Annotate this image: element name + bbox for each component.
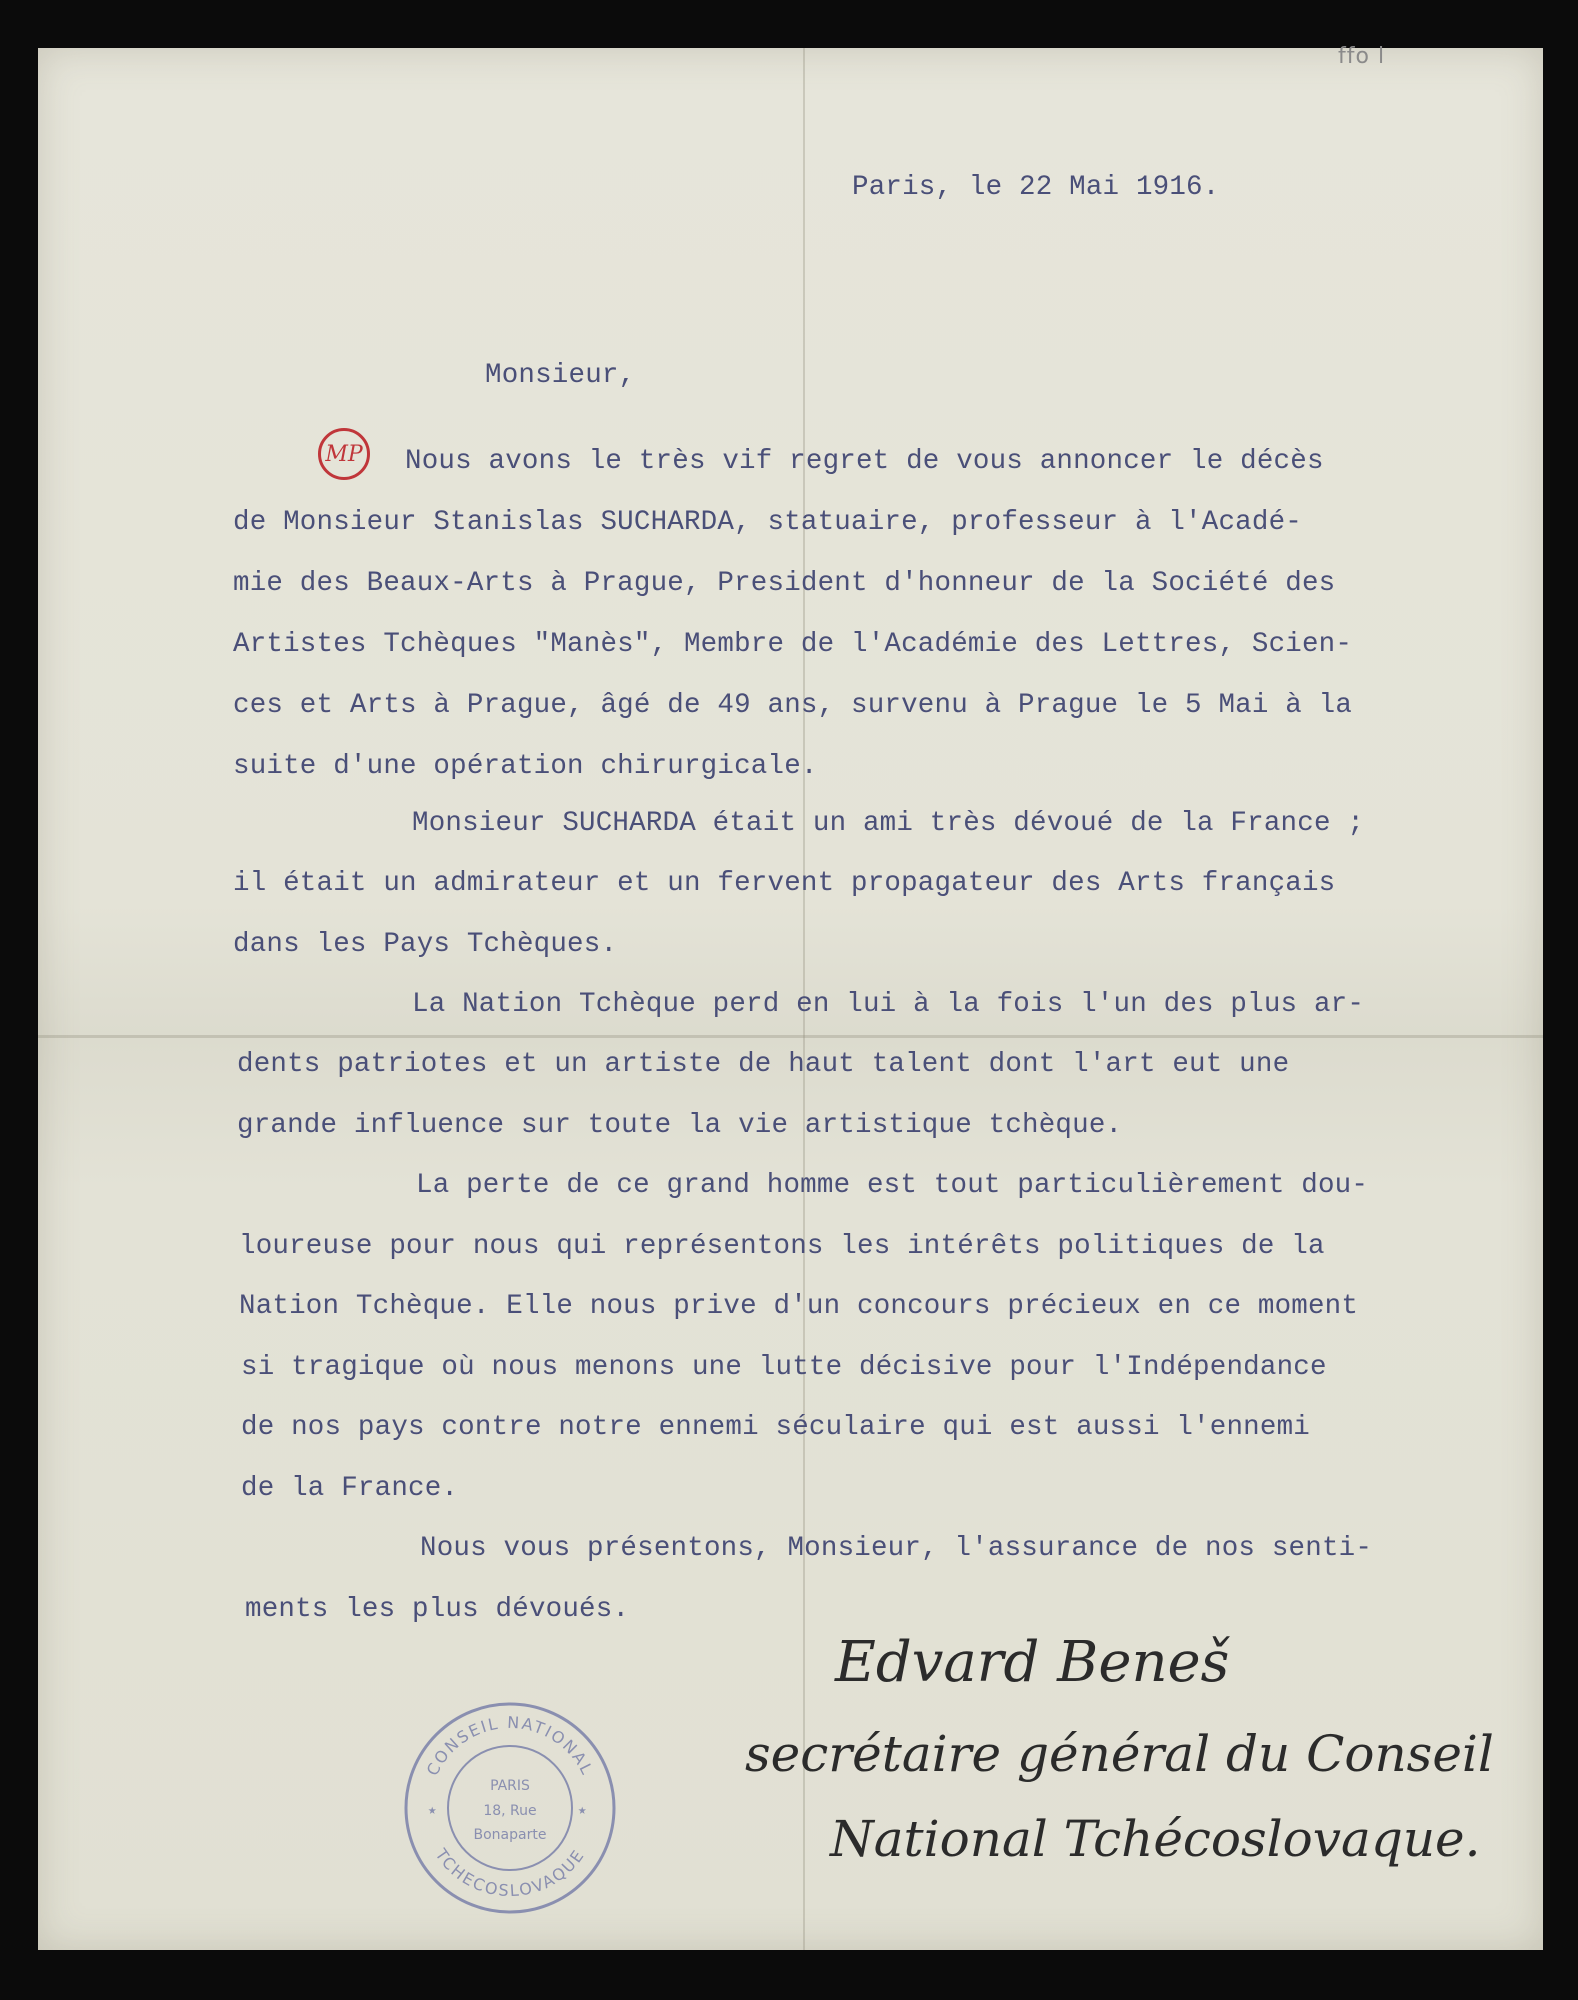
body-line: de la France. [241, 1473, 459, 1504]
body-line: Nation Tchèque. Elle nous prive d'un concours précieux en ce moment [239, 1291, 1359, 1322]
seal-line: PARIS [490, 1778, 530, 1794]
council-seal [400, 1698, 620, 1918]
svg-text:TCHECOSLOVAQUE [431, 1845, 589, 1901]
seal-star-icon: ★ [578, 1803, 587, 1819]
body-line: dents patriotes et un artiste de haut talent dont l'art eut une [237, 1049, 1290, 1080]
seal-bottom-text: TCHECOSLOVAQUE [431, 1845, 589, 1901]
seal-star-icon: ★ [428, 1803, 437, 1819]
body-line: il était un admirateur et un fervent propagateur des Arts français [233, 868, 1336, 899]
signature-name: Edvard Beneš [835, 1630, 1230, 1695]
date-line: Paris, le 22 Mai 1916. [852, 172, 1220, 203]
body-line: La perte de ce grand homme est tout particulièrement dou- [416, 1170, 1369, 1201]
seal-line: Bonaparte [473, 1827, 547, 1843]
body-line: Monsieur SUCHARDA était un ami très dévoué de la France ; [412, 808, 1365, 839]
body-line: si tragique où nous menons une lutte décisive pour l'Indépendance [241, 1352, 1327, 1383]
body-line: loureuse pour nous qui représentons les intérêts politiques de la [239, 1231, 1325, 1262]
body-line: Artistes Tchèques "Manès", Membre de l'Académie des Lettres, Scien- [233, 629, 1353, 660]
archive-number: ffo l [1338, 44, 1386, 69]
body-line: dans les Pays Tchèques. [233, 929, 618, 960]
horizontal-fold [38, 1035, 1543, 1038]
body-line: La Nation Tchèque perd en lui à la fois l'un des plus ar- [412, 989, 1365, 1020]
seal-line: 18, Rue [483, 1803, 537, 1819]
body-line: grande influence sur toute la vie artistique tchèque. [237, 1110, 1123, 1141]
body-line: Nous avons le très vif regret de vous annoncer le décès [405, 446, 1324, 477]
body-line: suite d'une opération chirurgicale. [233, 751, 818, 782]
body-line: de Monsieur Stanislas SUCHARDA, statuaire, professeur à l'Acadé- [233, 507, 1302, 538]
salutation: Monsieur, [485, 360, 636, 391]
body-line: Nous vous présentons, Monsieur, l'assurance de nos senti- [420, 1533, 1373, 1564]
body-line: mie des Beaux-Arts à Prague, President d'honneur de la Société des [233, 568, 1336, 599]
body-line: de nos pays contre notre ennemi séculaire qui est aussi l'ennemi [241, 1412, 1310, 1443]
body-line: ments les plus dévoués. [245, 1594, 630, 1625]
signature-title-line1: secrétaire général du Conseil [745, 1725, 1494, 1783]
seal-top-text: CONSEIL NATIONAL [422, 1712, 598, 1779]
body-line: ces et Arts à Prague, âgé de 49 ans, survenu à Prague le 5 Mai à la [233, 690, 1353, 721]
signature-title-line2: National Tchécoslovaque. [830, 1810, 1481, 1868]
mp-stamp: MP [318, 428, 370, 480]
